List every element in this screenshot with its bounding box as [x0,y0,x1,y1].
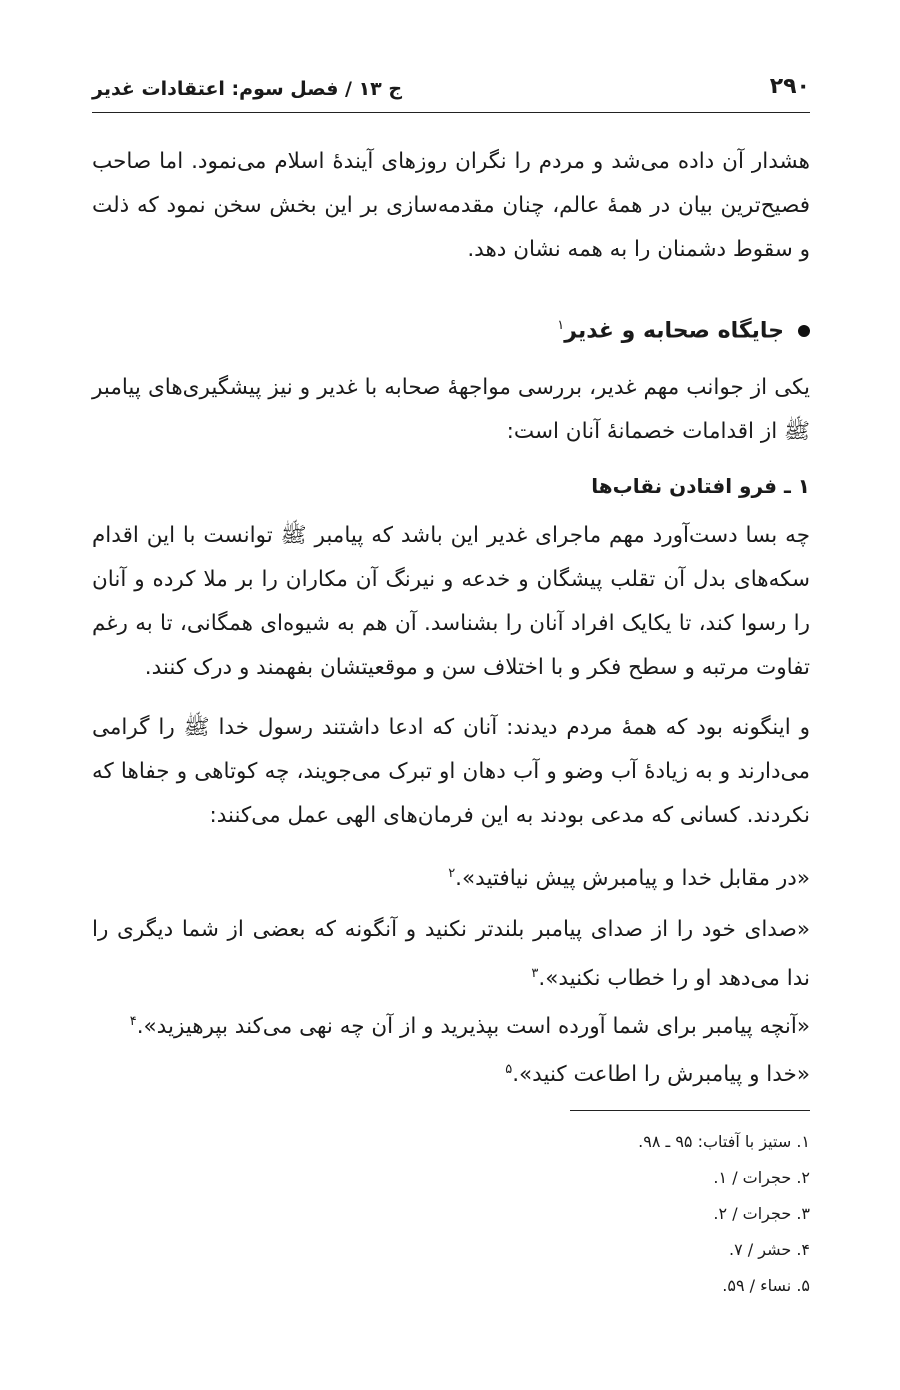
quote-text: «در مقابل خدا و پیامبرش پیش نیافتید». [455,866,810,892]
footnote-ref: ۳ [531,966,539,981]
footnote-divider [570,1110,810,1111]
quote-text: «صدای خود را از صدای پیامبر بلندتر نکنید و آنگونه که بعضی از شما دیگری را ندا می‌دهد او را خطاب نکنید». [92,917,810,992]
running-head: ج ۱۳ / فصل سوم: اعتقادات غدیر [92,78,403,100]
section-heading [557,318,810,343]
subsection-heading: ۱ ـ فرو افتادن نقاب‌ها [591,474,810,498]
quote-text: «آنچه پیامبر برای شما آورده است بپذیرید و از آن چه نهی می‌کند بپرهیزید». [136,1014,810,1040]
quote-1 [92,852,810,901]
footnote-ref: ۲ [448,866,456,881]
footnote: ۳. حجرات / ۲. [713,1204,810,1223]
book-page [92,0,810,1390]
footnote-ref: ۴ [129,1014,137,1029]
footnote: ۲. حجرات / ۱. [713,1168,810,1187]
footnote: ۴. حشر / ۷. [728,1240,810,1259]
quote-4 [92,1048,810,1097]
page-header [92,72,810,113]
page-number: ۲۹۰ [769,74,810,99]
footnote: ۱. ستیز با آفتاب: ۹۵ ـ ۹۸. [638,1132,810,1151]
subsection-paragraph-1: چه بسا دست‌آورد مهم ماجرای غدیر این باشد که پیامبر ﷺ توانست با این اقدام سکه‌های بدل آن تقلب پیشگان و خدعه و نیرنگ آن مکاران را بر ملا کرده و آنان را رسوا کند، تا یکایک افراد آنان را بشناسد. آن هم به شیوه‌ای همگانی، تا به رغم تفاوت مرتبه و سطح فکر و با اختلاف سن و موقعیتشان بفهمند و درک کنند. [92,523,810,680]
intro-paragraph: هشدار آن داده می‌شد و مردم را نگران روزهای آیندۀ اسلام می‌نمود. اما صاحب فصیح‌ترین بیان در همۀ عالم، چنان مقدمه‌سازی بر این بخش سخن نمود که ذلت و سقوط دشمنان را به همه نشان دهد. [92,149,810,262]
section-intro-paragraph: یکی از جوانب مهم غدیر، بررسی مواجهۀ صحابه با غدیر و نیز پیشگیری‌های پیامبر ﷺ از اقدامات خصمانۀ آنان است: [92,375,810,444]
footnote-ref: ۵ [505,1062,513,1077]
footnotes-list [638,1124,810,1304]
subsection-paragraph-2: و اینگونه بود که همۀ مردم دیدند: آنان که ادعا داشتند رسول خدا ﷺ را گرامی می‌دارند و به زیادۀ آب وضو و آب دهان او تبرک می‌جویند، چه کوتاهی و جفاها که نکردند. کسانی که مدعی بودند به این فرمان‌های الهی عمل می‌کنند: [92,715,810,828]
quote-3 [92,1000,810,1049]
quote-text: «خدا و پیامبرش را اطاعت کنید». [512,1062,810,1088]
footnote: ۵. نساء / ۵۹. [722,1276,810,1295]
footnote-ref: ۱ [557,318,565,333]
bullet-icon [798,325,810,337]
quote-2 [92,908,810,1001]
section-heading-text: جایگاه صحابه و غدیر [564,318,784,344]
